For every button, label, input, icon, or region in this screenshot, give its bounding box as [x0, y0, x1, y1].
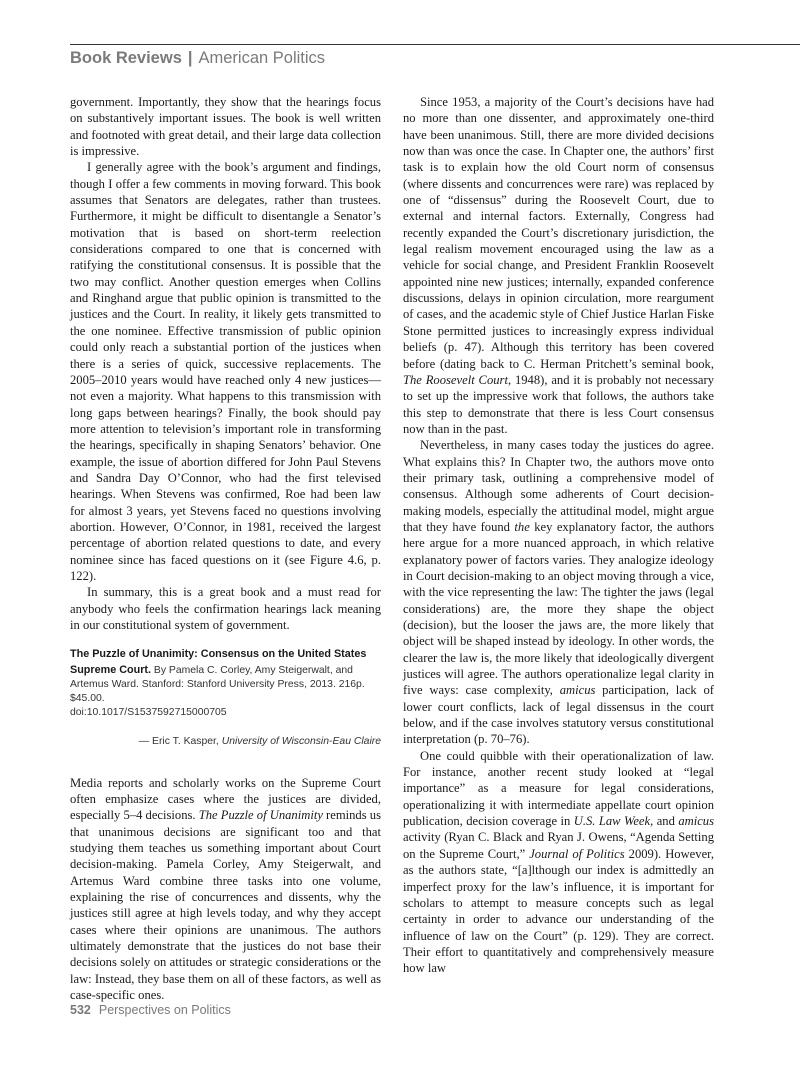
running-header: [70, 49, 325, 68]
paragraph: government. Importantly, they show that the hearings focus on substantively important issues. The book is well written and footnoted with great detail, and their large data collection is impressive.: [70, 95, 381, 159]
reviewer-affiliation: University of Wisconsin-Eau Claire: [221, 736, 381, 748]
header-rule: [70, 44, 800, 45]
book-title: The Puzzle of Unanimity: Consensus on the United States Supreme Court.: [70, 648, 367, 676]
subsection-title: American Politics: [198, 49, 326, 67]
bibliographic-info: By Pamela C. Corley, Amy Steigerwalt, and Artemus Ward. Stanford: Stanford University Press, 2013. 216p. $45.00.: [70, 664, 365, 704]
header-separator: |: [187, 49, 193, 67]
paragraph: Nevertheless, in many cases today the justices do agree. What explains this? In Chapter two, the authors move onto their primary task, outlining a comprehensive model of consensus. Although some adherents of Court decision-making models, especially the attitudinal model, might argue that they have found the key explanatory factor, the authors here argue for a more nuanced approach, in which relative explanatory power of factors varies. They analogize ideology in Court decision-making to an object moving through a vice, with the vice representing the law: The tighter the jaws (legal considerations) are, the more they shape the object (decision), but the looser the jaws are, the more likely that object will be shaped instead by ideology. In other words, the clearer the law is, the more likely that ideologically divergent justices will agree. The authors operationalize legal clarity in five ways: case complexity, amicus participation, lack of lower court conflicts, lack of legal dissensus in the court below, and if the case involves statutory versus constitutional interpretation (p. 70–76).: [403, 438, 714, 747]
paragraph: Since 1953, a majority of the Court’s decisions have had no more than one dissenter, and approximately one-third have been unanimous. Still, there are more divided decisions now than was once the case. In Chapter one, the authors’ first task is to explain how the old Court norm of consensus (where dissents and concurrences were rare) was replaced by one of “dissensus” during the Roosevelt Court, due to external and internal factors. Externally, Congress had recently expanded the Court’s discretionary jurisdiction, the legal realism movement encouraged using the law as a vehicle for social change, and President Franklin Roosevelt appointed nine new justices; internally, expanded conference discussions, delays in opinion circulation, more reargument of cases, and the academic style of Chief Justice Harlan Fiske Stone permitted justices to increasingly express individual beliefs (p. 47). Although this territory has been covered before (dating back to C. Herman Pritchett’s seminal book, The Roosevelt Court, 1948), and it is probably not necessary to set up the impressive work that follows, the authors take this step to demonstrate that there is less Court consensus now than in the past.: [403, 95, 714, 436]
doi: doi:10.1017/S1537592715000705: [70, 707, 227, 719]
paragraph: I generally agree with the book’s argument and findings, though I offer a few comments in moving forward. This book assumes that Senators are delegates, rather than trustees. Furthermore, it might be difficult to disentangle a Senator’s motivation that is based on short-term reelection considerations compared to one that is concerned with ratifying the constitutional consensus. It is possible that the two may conflict. Another question emerges when Collins and Ringhand argue that public opinion is transmitted to the justices and the Court. In reality, it likely gets transmitted to the one nominee. Effective transmission of public opinion could only reach a substantial portion of the justices when there is a series of quick, successive replacements. The 2005–2010 years would have reached only 4 new justices—not even a majority. What happens to this transmission with long gaps between hearings? Finally, the book should pay more attention to television’s important role in transforming the hearings, specifically in shaping Senators’ behavior. One example, the issue of abortion differed for John Paul Stevens and Sandra Day O’Connor, who had the first televised hearings. When Stevens was confirmed, Roe had been law for almost 3 years, yet Stevens faced no questions involving abortion. However, O’Connor, in 1981, received the largest percentage of abortion related questions to date, and every nominee since has faced questions on it (see Figure 4.6, p. 122).: [70, 160, 381, 583]
right-column: [403, 94, 714, 977]
review-heading: [70, 647, 381, 720]
journal-name: Perspectives on Politics: [98, 1003, 231, 1017]
paragraph: One could quibble with their operationalization of law. For instance, another recent study looked at “legal importance” as a measure for legal considerations, operationalizing it with intermediate appellate court opinion publication, decision coverage in U.S. Law Week, and amicus activity (Ryan C. Black and Ryan J. Owens, “Agenda Setting on the Supreme Court,” Journal of Politics 2009). However, as the authors state, “[a]lthough our index is admittedly an imperfect proxy for the law’s influence, it is important for scholars to attempt to measure concepts such as legal certainty in order to advance our understanding of the influence of law on the Court” (p. 129). They are correct. Their effort to quantitatively and comprehensively measure how law: [403, 748, 714, 976]
page-footer: [70, 1003, 231, 1017]
page-number: 532: [70, 1003, 91, 1017]
reviewer-name: — Eric T. Kasper,: [138, 736, 222, 748]
left-column: [70, 94, 381, 1004]
reviewer-line: [70, 734, 381, 750]
section-title: Book Reviews: [70, 49, 182, 67]
paragraph: In summary, this is a great book and a must read for anybody who feels the confirmation hearings lack meaning in our constitutional system of government.: [70, 585, 381, 632]
paragraph: Media reports and scholarly works on the Supreme Court often emphasize cases where the justices are divided, especially 5–4 decisions. The Puzzle of Unanimity reminds us that unanimous decisions are significant too and that studying them teaches us something important about Court decision-making. Pamela Corley, Amy Steigerwalt, and Artemus Ward combine three tasks into one volume, explaining the rise of concurrences and dissents, why the justices still agree at high levels today, and why they accept cases where their opinions are unanimous. The authors ultimately demonstrate that the justices do not base their decisions solely on attitudes or strategic considerations or the law: Instead, they base them on all of these factors, as well as case-specific ones.: [70, 775, 381, 1003]
